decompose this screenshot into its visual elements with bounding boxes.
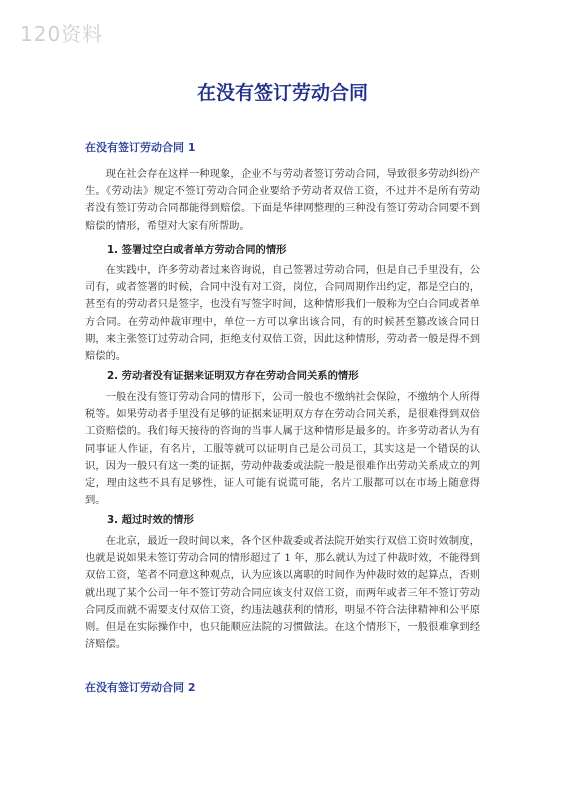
item-heading-1: 1. 签署过空白或者单方劳动合同的情形 [107, 244, 287, 256]
section-heading-2: 在没有签订劳动合同 2 [85, 681, 196, 694]
item-paragraph-2: 一般在没有签订劳动合同的情形下，公司一般也不缴纳社会保险，不缴纳个人所得税等。如果劳动者手里没有足够的证据来证明双方存在劳动合同关系，是很难得到双倍工资赔偿的。我们每天接待的咨询的当事人属于这种情形是最多的。许多劳动者认为有同事证人作证，有名片，工服等就可以证明自己是公司员工，其实这是一个错误的认识，因为一般只有这一类的证据，劳动仲裁委或法院一般是很难作出劳动关系成立的判定，理由这些不具有足够性，证人可能有说谎可能，名片工服都可以在市场上随意得到。 [85, 391, 480, 507]
item-paragraph-1: 在实践中，许多劳动者过来咨询说，自己签署过劳动合同，但是自己手里没有，公司有，或者签署的时候，合同中没有对工资，岗位，合同周期作出约定，都是空白的，甚至有的劳动者只是签字，也没有写签字时间，这种情形我们一般称为空白合同或者单方合同。在劳动仲裁审理中，单位一方可以拿出该合同，有的时候甚至篡改该合同日期，来主张签订过劳动合同，拒绝支付双倍工资，因此这种情形，劳动者一般是得不到赔偿的。 [85, 264, 480, 363]
watermark: 120资料 [20, 22, 104, 46]
item-heading-3: 3. 超过时效的情形 [107, 514, 194, 526]
section-heading-1: 在没有签订劳动合同 1 [85, 141, 196, 154]
item-paragraph-3: 在北京，最近一段时间以来，各个区仲裁委或者法院开始实行双倍工资时效制度，也就是说如果未签订劳动合同的情形超过了 1 年，那么就认为过了仲裁时效，不能得到双倍工资，笔者不同意这种观点，认为应该以离职的时间作为仲裁时效的起算点，否则就出现了某个公司一年不签订劳动合同应该支付双倍工资，而两年或者三年不签订劳动合同反而就不需要支付双倍工资，约违法越获利的情形，明显不符合法律精神和公平原则。但是在实际操作中，也只能顺应法院的习惯做法。在这个情形下，一般很难拿到经济赔偿。 [85, 535, 480, 651]
intro-paragraph: 现在社会存在这样一种现象，企业不与劳动者签订劳动合同，导致很多劳动纠纷产生。《劳动法》规定不签订劳动合同企业要给予劳动者双倍工资，不过并不是所有劳动者没有签订劳动合同都能得到赔偿。下面是华律网整理的三种没有签订劳动合同要不到赔偿的情形，希望对大家有所帮助。 [85, 168, 480, 232]
item-heading-2: 2. 劳动者没有证据来证明双方存在劳动合同关系的情形 [107, 370, 359, 382]
document-title: 在没有签订劳动合同 [196, 82, 368, 104]
